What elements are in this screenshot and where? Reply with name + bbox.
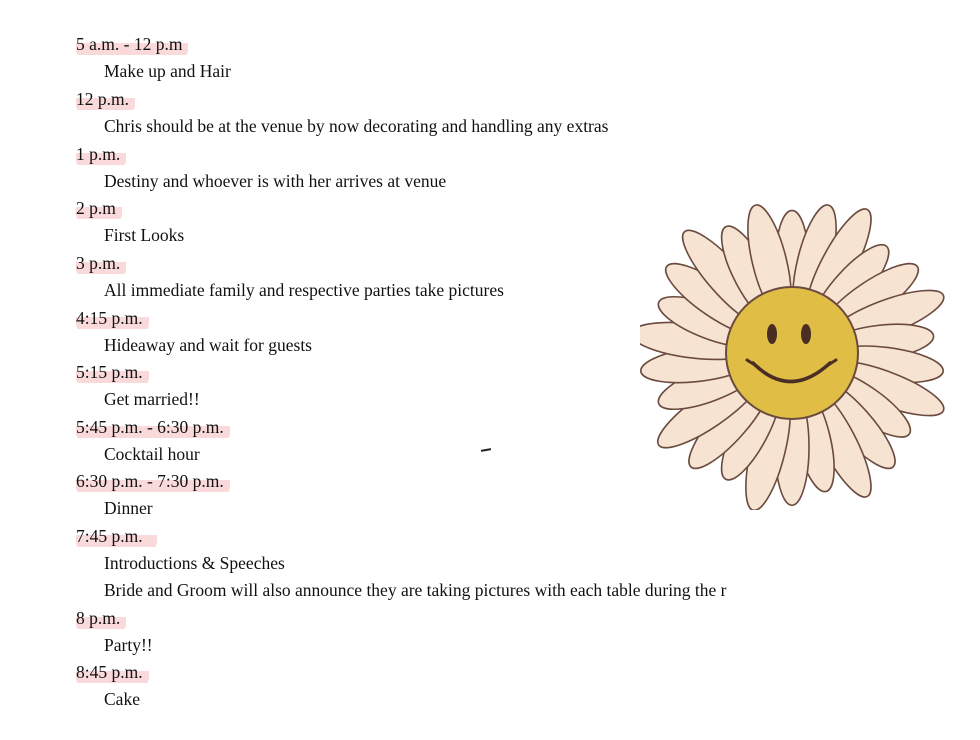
smiley-left-eye — [767, 324, 777, 344]
time-label — [76, 605, 126, 632]
time-label — [76, 523, 157, 550]
event-description: Make up and Hair — [104, 61, 231, 81]
time-label — [76, 305, 149, 332]
time-label — [76, 86, 135, 113]
time-highlight: 7:45 p.m. — [76, 523, 157, 550]
time-label — [76, 359, 149, 386]
time-label — [76, 414, 230, 441]
smiley-daisy-icon — [640, 195, 945, 510]
event-description: Party!! — [104, 635, 153, 655]
time-highlight: 2 p.m — [76, 195, 122, 222]
time-highlight: 12 p.m. — [76, 86, 135, 113]
event-description: Destiny and whoever is with her arrives at venue — [104, 171, 447, 191]
event-description: Dinner — [104, 498, 153, 518]
time-highlight: 5:15 p.m. — [76, 359, 149, 386]
event-description: All immediate family and respective parties take pictures — [104, 280, 504, 300]
time-label — [76, 195, 122, 222]
smiley-face — [726, 287, 858, 419]
time-label — [76, 141, 126, 168]
time-label — [76, 250, 126, 277]
time-highlight: 6:30 p.m. - 7:30 p.m. — [76, 468, 230, 495]
event-description: Introductions & Speeches — [104, 553, 285, 573]
event-description: Get married!! — [104, 389, 200, 409]
event-description: First Looks — [104, 225, 185, 245]
event-description: Bride and Groom will also announce they are taking pictures with each table during the r — [104, 580, 727, 600]
time-label — [76, 31, 188, 58]
time-highlight: 1 p.m. — [76, 141, 126, 168]
time-highlight: 8 p.m. — [76, 605, 126, 632]
event-description: Chris should be at the venue by now decorating and handling any extras — [104, 116, 609, 136]
time-highlight: 5:45 p.m. - 6:30 p.m. — [76, 414, 230, 441]
event-description: Cake — [104, 689, 140, 709]
time-highlight: 5 a.m. - 12 p.m — [76, 31, 188, 58]
smiley-right-eye — [801, 324, 811, 344]
time-label — [76, 468, 230, 495]
event-description: Hideaway and wait for guests — [104, 335, 312, 355]
time-highlight: 4:15 p.m. — [76, 305, 149, 332]
time-highlight: 3 p.m. — [76, 250, 126, 277]
time-highlight: 8:45 p.m. — [76, 659, 149, 686]
time-label — [76, 659, 149, 686]
event-description: Cocktail hour — [104, 444, 200, 464]
